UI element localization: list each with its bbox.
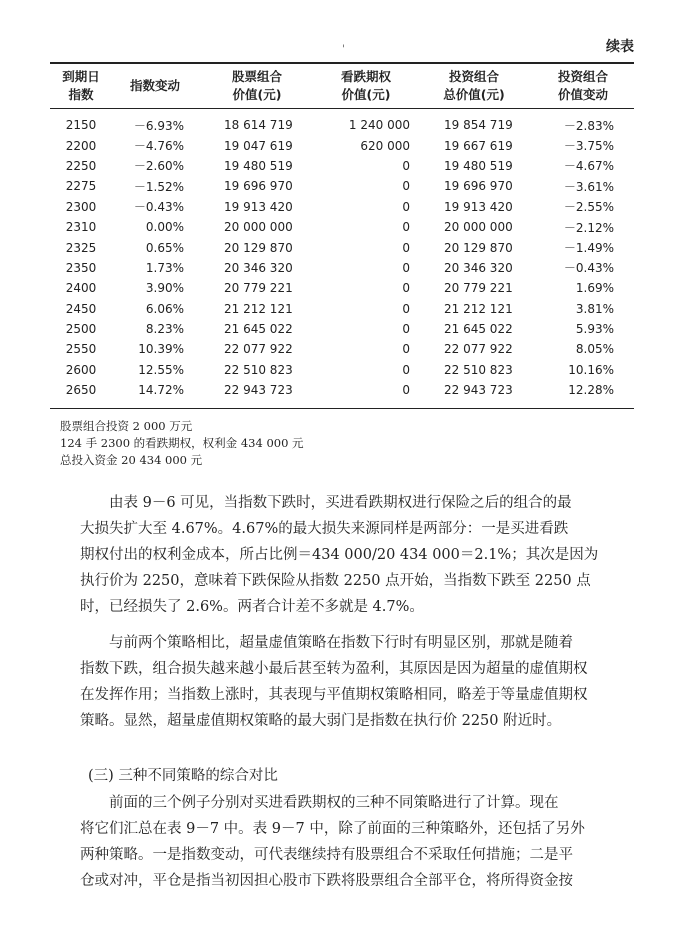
text-line: 由表 9－6 可见，当指数下跌时，买进看跌期权进行保险之后的组合的最 [109,495,572,511]
table-cell: －0.43% [563,261,614,276]
table-row [50,156,634,176]
table-row [50,360,634,380]
table-cell: －2.12% [563,220,614,235]
text-line: 期权付出的权利金成本，所占比例＝434 000/20 434 000＝2.1%；其次是因为 [80,547,599,563]
table-row [50,197,634,217]
column-header: 投资组合 价值变动 [557,69,608,102]
text-line: 与前两个策略相比，超量虚值策略在指数下行时有明显区别，那就是随着 [109,635,573,651]
table-cell: 0 [402,260,410,275]
table-cell: 20 779 221 [444,281,513,296]
paragraph-analysis [80,490,636,620]
table-row [50,176,634,196]
table-cell: 1.69% [575,281,614,296]
table-row [50,339,634,359]
table-cell: 22 943 723 [444,383,513,398]
table-row [50,135,634,155]
table-cell: 22 943 723 [224,383,293,398]
table-cell: 19 913 420 [224,199,293,214]
table-cell: 3.81% [575,301,614,316]
table-cell: 8.23% [145,322,184,337]
table-cell: 19 696 970 [444,179,513,194]
table-cell: －2.60% [133,159,184,174]
table-cell: 19 696 970 [224,179,293,194]
table-cell: －6.93% [133,118,184,133]
table-cell: 20 346 320 [444,260,513,275]
table-cell: 2400 [65,281,97,296]
table-cell: 19 854 719 [444,118,513,133]
table-cell: 8.05% [575,342,614,357]
text-line: 在发挥作用；当指数上涨时，其表现与平值期权策略相同，略差于等量虚值期权 [80,687,588,703]
table-cell: 1.73% [145,260,184,275]
table-row [50,217,634,237]
table-cell: 21 212 121 [444,301,513,316]
table-cell: －4.76% [133,139,184,154]
table-cell: 18 614 719 [224,118,293,133]
table-cell: 19 480 519 [224,158,293,173]
table-row [50,278,634,298]
text-line: 时，已经损失了 2.6%。两者合计差不多就是 4.7%。 [80,599,424,615]
table-cell: 20 000 000 [444,220,513,235]
table-cell: 1 240 000 [348,118,410,133]
table-cell: 22 510 823 [444,362,513,377]
note-line: 股票组合投资 2 000 万元 [60,419,193,433]
table-cell: －4.67% [563,159,614,174]
table-cell: 0.00% [145,220,184,235]
table-cell: 12.55% [138,362,184,377]
table-cell: 22 077 922 [224,342,293,357]
table-row [50,108,634,135]
table-cell: 2550 [65,342,97,357]
table-cell: 0 [402,199,410,214]
table-cell: 2325 [65,240,97,255]
text-line: 指数下跌，组合损失越来越小最后甚至转为盈利，其原因是因为超量的虚值期权 [80,661,588,677]
table-cell: 2275 [65,179,97,194]
table-cell: 2350 [65,260,97,275]
table-cell: －1.52% [133,179,184,194]
table-row [50,258,634,278]
column-header: 指数变动 [129,78,180,93]
table-bottom-rule [50,408,634,409]
table-cell: 2600 [65,362,97,377]
table-cell: 0 [402,240,410,255]
paragraph-comparison [80,630,636,734]
table-cell: 0 [402,301,410,316]
table-cell: 21 645 022 [444,322,513,337]
table-header-row [50,64,634,108]
portfolio-table [50,64,634,400]
table-cell: 20 129 870 [444,240,513,255]
table-cell: 12.28% [568,383,614,398]
table-cell: 2450 [65,301,97,316]
table-cell: 3.90% [145,281,184,296]
table-cell: 20 129 870 [224,240,293,255]
text-line: 前面的三个例子分别对买进看跌期权的三种不同策略进行了计算。现在 [109,795,559,811]
page-mark: ' [342,44,345,55]
table-row [50,380,634,400]
column-header: 到期日 指数 [62,69,100,102]
table-cell: 2650 [65,383,97,398]
column-header: 看跌期权 价值(元) [340,69,391,102]
table-cell: 0 [402,158,410,173]
table-cell: 22 510 823 [224,362,293,377]
table-cell: 10.16% [568,362,614,377]
text-line: 大损失扩大至 4.67%。4.67%的最大损失来源同样是两部分：一是买进看跌 [80,521,569,537]
table-cell: －2.55% [563,200,614,215]
text-line: 将它们汇总在表 9－7 中。表 9－7 中，除了前面的三种策略外，还包括了另外 [80,821,585,837]
table-cell: 19 047 619 [224,138,293,153]
table-cell: 2500 [65,322,97,337]
text-line: 策略。显然，超量虚值期权策略的最大弱门是指数在执行价 2250 附近时。 [80,713,562,729]
table-row [50,299,634,319]
note-line: 124 手 2300 的看跌期权，权利金 434 000 元 [60,436,304,450]
table-cell: 21 645 022 [224,322,293,337]
table-cell: 10.39% [138,342,184,357]
column-header: 股票组合 价值(元) [231,69,282,102]
table-cell: 620 000 [360,138,410,153]
table-cell: 5.93% [575,322,614,337]
table-cell: 20 000 000 [224,220,293,235]
table-cell: 2250 [65,158,97,173]
table-cell: 0 [402,383,410,398]
text-line: 执行价为 2250，意味着下跌保险从指数 2250 点开始，当指数下跌至 2250 点 [80,573,591,589]
table-cell: －3.75% [563,139,614,154]
table-cell: 0 [402,179,410,194]
table-cell: 20 346 320 [224,260,293,275]
table-cell: －2.83% [563,118,614,133]
table-notes [60,418,304,469]
table-cell: 20 779 221 [224,281,293,296]
table-row [50,237,634,257]
table-cell: －3.61% [563,179,614,194]
table-cell: 14.72% [138,383,184,398]
column-header: 投资组合 总价值(元) [443,69,505,102]
table-row [50,319,634,339]
table-cell: 2150 [65,118,97,133]
text-line: 仓或对冲，平仓是指当初因担心股市下跌将股票组合全部平仓，将所得资金按 [80,873,573,889]
paragraph-summary [80,790,636,894]
table-cell: 0 [402,281,410,296]
table-cell: 2300 [65,199,97,214]
table-cell: 0 [402,220,410,235]
table-cell: 2200 [65,138,97,153]
table-cell: 0.65% [145,240,184,255]
table-continued-label: 续表 [606,39,634,55]
table-cell: 19 913 420 [444,199,513,214]
table-cell: 0 [402,322,410,337]
table-cell: 6.06% [145,301,184,316]
table-cell: 0 [402,342,410,357]
table-cell: 21 212 121 [224,301,293,316]
table-cell: 19 480 519 [444,158,513,173]
table-cell: 19 667 619 [444,138,513,153]
note-line: 总投入资金 20 434 000 元 [60,453,203,467]
table-cell: －0.43% [133,200,184,215]
table-cell: 2310 [65,220,97,235]
table-cell: 22 077 922 [444,342,513,357]
table-cell: －1.49% [563,241,614,256]
text-line: 两种策略。一是指数变动，可代表继续持有股票组合不采取任何措施；二是平 [80,847,573,863]
section-heading: (三) 三种不同策略的综合对比 [88,768,278,784]
table-cell: 0 [402,362,410,377]
